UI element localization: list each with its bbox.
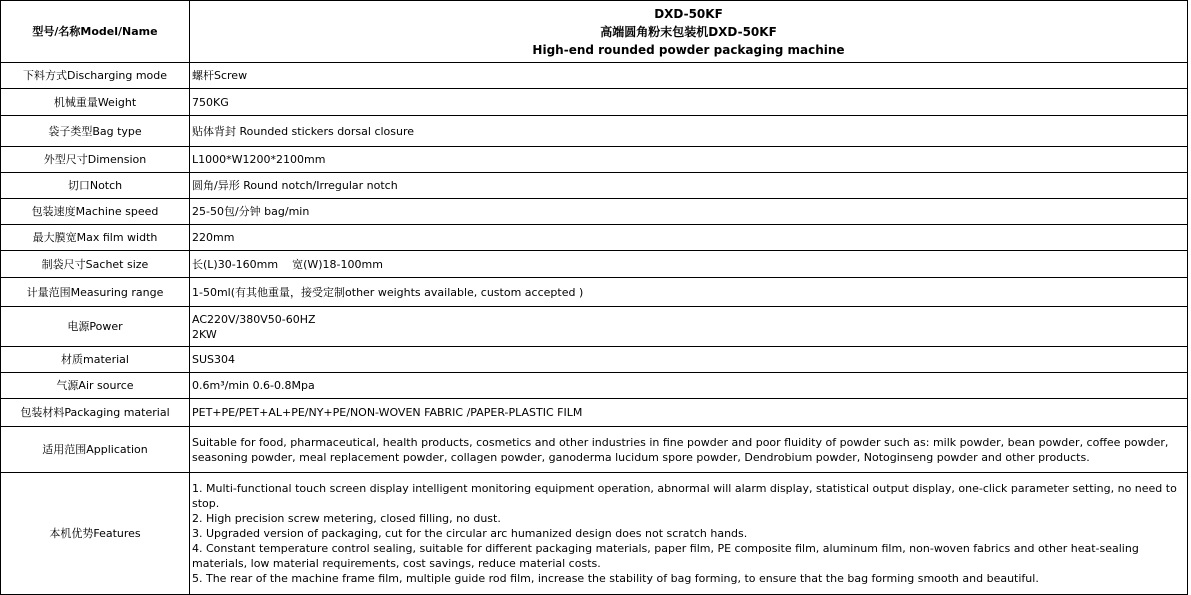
row-label: 适用范围Application [1, 427, 190, 473]
model-code: DXD-50KF [654, 6, 723, 21]
row-value: 220mm [190, 225, 1188, 251]
table-row [1, 173, 1188, 199]
row-label: 切口Notch [1, 173, 190, 199]
application-row [1, 427, 1188, 473]
row-value: 贴体背封 Rounded stickers dorsal closure [190, 116, 1188, 147]
row-label: 最大膜宽Max film width [1, 225, 190, 251]
table-row [1, 225, 1188, 251]
features-list [190, 473, 1188, 595]
feature-item: 5. The rear of the machine frame film, multiple guide rod film, increase the stability of bag forming, to ensure that the bag forming smooth and beautiful. [192, 572, 1039, 585]
table-row [1, 63, 1188, 89]
row-value: 0.6m³/min 0.6-0.8Mpa [190, 373, 1188, 399]
power-line: 2KW [192, 327, 217, 341]
row-value: 长(L)30-160mm 宽(W)18-100mm [190, 251, 1188, 278]
table-row [1, 89, 1188, 116]
row-label: 材质material [1, 347, 190, 373]
row-label: 电源Power [1, 307, 190, 347]
row-value: 750KG [190, 89, 1188, 116]
row-label: 袋子类型Bag type [1, 116, 190, 147]
row-value: PET+PE/PET+AL+PE/NY+PE/NON-WOVEN FABRIC /PAPER-PLASTIC FILM [190, 399, 1188, 427]
table-row [1, 251, 1188, 278]
table-row [1, 199, 1188, 225]
row-label: 本机优势Features [1, 473, 190, 595]
row-value: 25-50包/分钟 bag/min [190, 199, 1188, 225]
row-value: SUS304 [190, 347, 1188, 373]
feature-item: 4. Constant temperature control sealing, suitable for different packaging materials, paper film, PE composite film, aluminum film, non-woven fabrics and other heat-sealing materials, low material requirements, cost savings, reduce material costs. [192, 542, 1139, 570]
row-value: 圆角/异形 Round notch/Irregular notch [190, 173, 1188, 199]
table-row [1, 278, 1188, 307]
power-line: AC220V/380V50-60HZ [192, 312, 316, 326]
power-row [1, 307, 1188, 347]
features-row [1, 473, 1188, 595]
header-row [1, 1, 1188, 63]
row-label: 包装速度Machine speed [1, 199, 190, 225]
row-value: 螺杆Screw [190, 63, 1188, 89]
feature-item: 1. Multi-functional touch screen display intelligent monitoring equipment operation, abnormal will alarm display, statistical output display, one-click parameter setting, no need to stop. [192, 482, 1177, 510]
header-label: 型号/名称Model/Name [1, 1, 190, 63]
row-value [190, 307, 1188, 347]
table-row [1, 147, 1188, 173]
table-row [1, 347, 1188, 373]
row-label: 计量范围Measuring range [1, 278, 190, 307]
row-value: L1000*W1200*2100mm [190, 147, 1188, 173]
product-name-cn: 高端圆角粉末包装机DXD-50KF [600, 24, 777, 39]
row-value: 1-50ml(有其他重量，接受定制other weights available, custom accepted ) [190, 278, 1188, 307]
row-label: 包装材料Packaging material [1, 399, 190, 427]
table-row [1, 373, 1188, 399]
row-label: 机械重量Weight [1, 89, 190, 116]
row-label: 下料方式Discharging mode [1, 63, 190, 89]
feature-item: 3. Upgraded version of packaging, cut for the circular arc humanized design does not scratch hands. [192, 527, 748, 540]
table-row [1, 116, 1188, 147]
row-label: 气源Air source [1, 373, 190, 399]
table-row [1, 399, 1188, 427]
row-label: 制袋尺寸Sachet size [1, 251, 190, 278]
row-label: 外型尺寸Dimension [1, 147, 190, 173]
feature-item: 2. High precision screw metering, closed filling, no dust. [192, 512, 501, 525]
application-text: Suitable for food, pharmaceutical, health products, cosmetics and other industries in fine powder and poor fluidity of powder such as: milk powder, bean powder, coffee powder, seasoning powder, meal replacement powder, collagen powder, ganoderma lucidum spore powder, Dendrobium powder, Notoginseng powder and other products. [190, 427, 1188, 473]
header-value [190, 1, 1188, 63]
product-name-en: High-end rounded powder packaging machine [532, 42, 845, 57]
